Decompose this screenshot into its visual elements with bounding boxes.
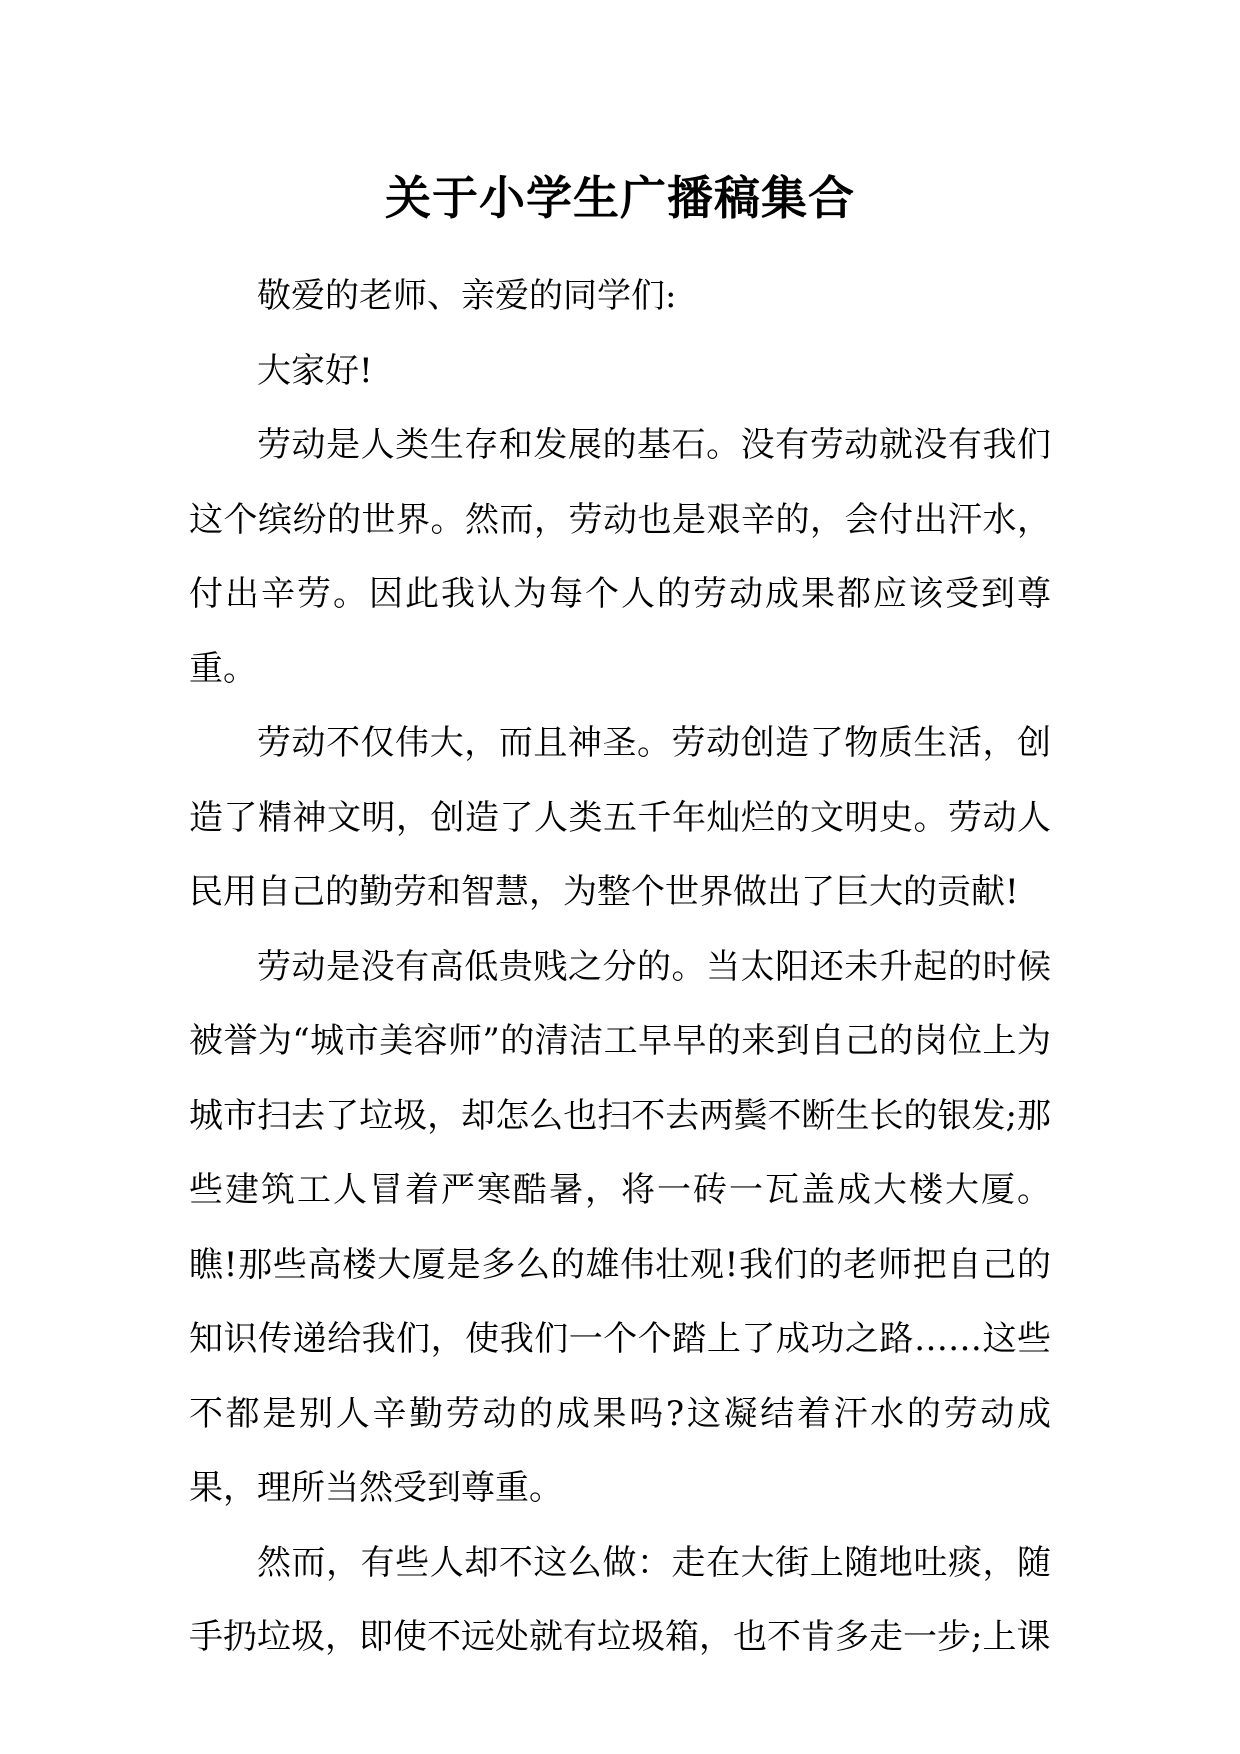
- body-paragraph: 劳动是人类生存和发展的基石。没有劳动就没有我们这个缤纷的世界。然而，劳动也是艰辛的，会付出汗水，付出辛劳。因此我认为每个人的劳动成果都应该受到尊重。: [189, 425, 1051, 689]
- salutation-paragraph: 大家好!: [257, 350, 373, 391]
- body-paragraph: 然而，有些人却不这么做：走在大街上随地吐痰，随手扔垃圾，即使不远处就有垃圾箱，也不肯多走一步;上课: [189, 1542, 1051, 1657]
- document-title: 关于小学生广播稿集合: [385, 171, 855, 225]
- body-paragraph: 劳动是没有高低贵贱之分的。当太阳还未升起的时候被誉为“城市美容师”的清洁工早早的来到自己的岗位上为城市扫去了垃圾，却怎么也扫不去两鬓不断生长的银发;那些建筑工人冒着严寒酷暑，将一砖一瓦盖成大楼大厦。瞧!那些高楼大厦是多么的雄伟壮观!我们的老师把自己的知识传递给我们，使我们一个个踏上了成功之路……这些不都是别人辛勤劳动的成果吗?这凝结着汗水的劳动成果，理所当然受到尊重。: [189, 946, 1051, 1508]
- body-paragraph: 劳动不仅伟大，而且神圣。劳动创造了物质生活，创造了精神文明，创造了人类五千年灿烂的文明史。劳动人民用自己的勤劳和智慧，为整个世界做出了巨大的贡献!: [189, 723, 1051, 912]
- document-body: [189, 259, 1051, 1675]
- greeting-paragraph: 敬爱的老师、亲爱的同学们:: [257, 276, 677, 316]
